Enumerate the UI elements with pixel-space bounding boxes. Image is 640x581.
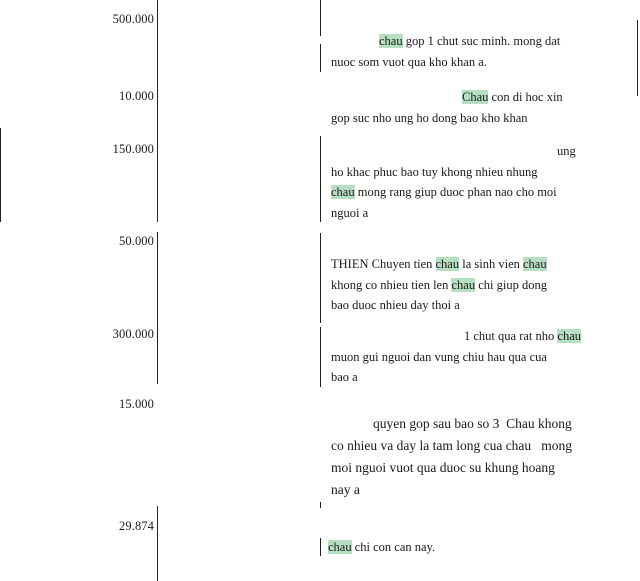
description-text: nay a (331, 482, 360, 497)
description-line (331, 457, 572, 479)
description-text: bao duoc nhieu day thoi a (331, 298, 460, 312)
description-text: bao a (331, 370, 358, 384)
description-text: chi con can nay. (351, 540, 436, 554)
amount-cell: 29.874 (119, 519, 154, 533)
table-border-middle (320, 44, 321, 72)
description-text: moi nguoi vuot qua duoc su khung hoang (331, 460, 555, 475)
highlighted-word: chau (435, 257, 460, 271)
description-text: khong co nhieu tien len (331, 277, 452, 292)
table-border-middle (320, 136, 321, 222)
amount-cell: 50.000 (119, 234, 154, 248)
highlighted-word: chau (331, 185, 355, 199)
amount-cell: 10.000 (119, 89, 154, 103)
description-line (331, 295, 547, 316)
description-line (331, 367, 581, 388)
table-border-middle (320, 327, 321, 387)
description-text: ung (557, 144, 576, 158)
amount-cell: 150.000 (112, 142, 154, 156)
description-line (331, 162, 576, 183)
description-text: nguoi a (331, 205, 369, 220)
amount-cell: 15.000 (119, 397, 154, 411)
amount-cell: 500.000 (112, 12, 154, 26)
description-text: la sinh vien (459, 257, 523, 271)
description-text: muon gui nguoi dan vung chiu hau qua cua (331, 349, 547, 364)
transaction-description (331, 141, 576, 223)
description-line (328, 537, 435, 558)
description-text: ho khac phuc bao tuy khong nhieu nhung (331, 164, 538, 179)
description-line (557, 141, 576, 162)
description-line (331, 203, 576, 224)
description-line (331, 108, 563, 129)
table-border-left (157, 506, 158, 581)
table-border-left (157, 0, 158, 222)
description-line (331, 435, 572, 457)
description-line (462, 87, 563, 108)
amount-cell: 300.000 (112, 327, 154, 341)
table-border-middle (320, 538, 321, 556)
description-line (331, 182, 576, 203)
description-line (464, 326, 581, 347)
description-text: gop suc nho ung ho dong bao kho khan (331, 110, 528, 125)
transaction-description (331, 326, 581, 388)
description-text: co nhieu va day la tam long cua chau mong (331, 438, 573, 453)
page-edge (0, 128, 1, 222)
table-border-left (157, 232, 158, 384)
description-text: chi giup dong (475, 277, 547, 292)
transaction-description (331, 31, 560, 72)
highlighted-word: chau (451, 277, 476, 292)
description-text: quyen gop sau bao so 3 Chau khong (373, 416, 572, 431)
transaction-description (331, 87, 563, 128)
description-line (331, 275, 547, 296)
table-border-middle (320, 233, 321, 323)
description-text: mong rang giup duoc phan nao cho moi (354, 185, 557, 199)
description-text: con di hoc xin (488, 90, 563, 104)
description-line (373, 413, 572, 435)
description-text: THIEN Chuyen tien (331, 257, 436, 271)
description-line (379, 31, 560, 52)
description-line (331, 52, 560, 73)
table-border-middle (320, 0, 321, 36)
highlighted-word: chau (379, 34, 403, 48)
transaction-description (331, 413, 572, 501)
table-border-middle (320, 502, 321, 508)
description-line (331, 479, 572, 501)
transaction-description (331, 254, 547, 316)
highlighted-word: chau (328, 540, 352, 554)
description-text: gop 1 chut suc minh. mong dat (402, 34, 561, 48)
description-text: 1 chut qua rat nho (464, 329, 558, 343)
description-text: nuoc som vuot qua kho khan a. (331, 54, 487, 69)
highlighted-word: chau (523, 257, 547, 271)
description-line (331, 347, 581, 368)
table-border-right (637, 20, 638, 96)
highlighted-word: Chau (462, 90, 489, 104)
description-line (331, 254, 547, 275)
transaction-description (328, 537, 436, 558)
highlighted-word: chau (557, 329, 581, 343)
